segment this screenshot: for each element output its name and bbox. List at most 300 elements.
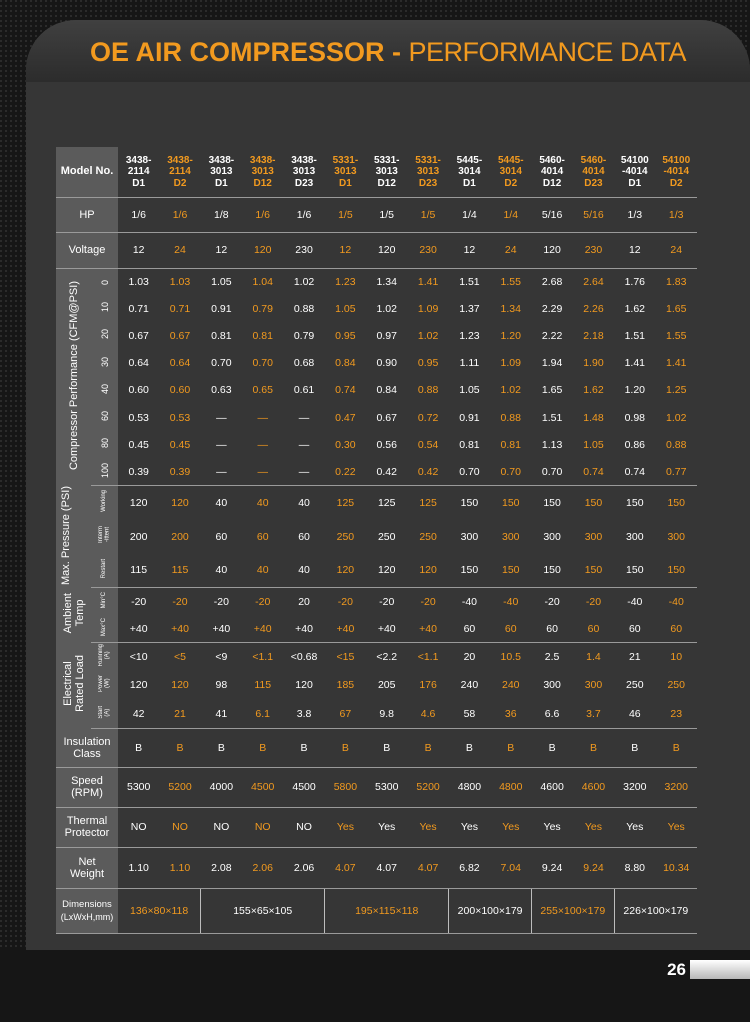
table-cell: 1.20	[624, 384, 646, 397]
table-cell: 3.7	[573, 700, 614, 729]
model-part: 5331-	[373, 154, 400, 166]
table-cell: 150	[543, 496, 561, 509]
table-cell: 300	[502, 530, 520, 543]
table-cell: 0.47	[335, 411, 356, 424]
table-cell: 115	[159, 554, 200, 588]
table-cell: 1.41	[624, 357, 646, 370]
table-cell: 24	[655, 232, 697, 268]
table-cell: 150	[502, 496, 520, 509]
table-cell: Yes	[573, 807, 614, 847]
table-cell: 0.84	[335, 357, 356, 370]
table-cell: -20	[337, 595, 353, 608]
table-cell: 115	[118, 554, 159, 588]
psi-label	[91, 458, 118, 485]
title-light: PERFORMANCE DATA	[408, 37, 687, 67]
table-cell: 9.24	[573, 847, 614, 888]
table-cell: 10	[670, 651, 683, 664]
table-cell: 0.45	[169, 438, 191, 451]
table-row	[56, 404, 697, 431]
table-cell: 36	[490, 700, 531, 729]
model-part: D1	[338, 177, 352, 189]
table-cell: 200	[171, 530, 189, 543]
table-cell: <15	[336, 651, 355, 664]
table-cell: 46	[614, 700, 655, 729]
table-cell: 0.97	[376, 329, 397, 342]
table-cell: 205	[377, 679, 396, 692]
table-cell: 2.18	[583, 329, 604, 342]
table-cell: 40	[298, 496, 310, 509]
model-part: 3438-	[249, 154, 276, 166]
table-cell: 1.04	[252, 275, 273, 288]
table-row	[56, 268, 697, 295]
table-cell: 1.83	[666, 275, 687, 288]
table-cell: 2.5	[544, 651, 560, 664]
model-part: 3013	[334, 166, 357, 177]
table-row	[56, 700, 697, 729]
sub-line: Start	[98, 705, 104, 719]
table-cell: 1.55	[666, 329, 687, 342]
table-cell: -20	[420, 595, 436, 608]
table-cell: 120	[242, 232, 283, 268]
table-cell: 0.74	[335, 384, 356, 397]
psi-label	[91, 404, 118, 431]
hp-label: HP	[56, 197, 118, 232]
ambient-sub-text: Max°C	[101, 617, 108, 637]
table-cell: 230	[407, 232, 448, 268]
table-cell: Yes	[449, 807, 490, 847]
table-cell: 1.02	[293, 275, 315, 288]
table-cell: 120	[407, 554, 448, 588]
table-cell: 9.8	[366, 700, 407, 729]
table-row	[56, 888, 697, 933]
table-cell: —	[216, 411, 227, 424]
table-cell: B	[573, 728, 614, 767]
model-number	[655, 147, 697, 197]
table-cell: 40	[256, 496, 269, 509]
table-cell: 0.56	[376, 438, 397, 451]
model-number	[201, 147, 242, 197]
model-number	[366, 147, 407, 197]
table-row	[56, 728, 697, 767]
psi-label	[91, 268, 118, 295]
ambient-sub-label	[91, 588, 118, 616]
model-part: D1	[214, 177, 228, 189]
table-cell: —	[298, 411, 310, 424]
table-cell: 0.81	[500, 438, 521, 451]
table-cell: 120	[295, 679, 313, 692]
table-cell: 1/6	[283, 197, 324, 232]
dimension-cell: 195×115×118	[325, 888, 449, 933]
table-cell: 115	[254, 679, 272, 692]
table-cell: 0.77	[655, 458, 697, 485]
table-cell: 2.08	[201, 847, 242, 888]
table-cell: 1.41	[666, 357, 687, 370]
table-cell: 125	[419, 496, 437, 509]
table-cell: 300	[543, 679, 561, 692]
table-cell: 1.05	[583, 438, 604, 451]
table-cell: 120	[171, 496, 189, 509]
model-number	[242, 147, 283, 197]
table-cell: 60	[298, 530, 310, 543]
table-cell: NO	[242, 807, 283, 847]
table-cell: +40	[201, 615, 242, 643]
table-cell: 1.76	[624, 275, 646, 288]
table-cell: 0.42	[407, 458, 448, 485]
electrical-sub-label	[91, 671, 118, 700]
psi-value: 20	[99, 329, 110, 340]
table-cell: 60	[256, 530, 269, 543]
table-cell: 1.09	[500, 357, 521, 370]
table-cell: 0.70	[211, 357, 232, 370]
model-part: 5445-	[456, 154, 483, 166]
table-cell: Yes	[614, 807, 655, 847]
table-cell: 4600	[573, 767, 614, 807]
model-part: 3014	[458, 166, 481, 177]
table-cell: +40	[118, 615, 159, 643]
table-cell: 300	[543, 530, 561, 543]
table-cell: 42	[118, 700, 159, 729]
table-row	[56, 847, 697, 888]
speed-label	[56, 767, 118, 807]
table-row	[56, 458, 697, 485]
electrical-sub-text	[98, 644, 111, 666]
table-cell: 2.06	[242, 847, 283, 888]
table-row	[56, 377, 697, 404]
model-part: 3438-	[125, 154, 152, 166]
table-cell: B	[614, 728, 655, 767]
table-cell: -20	[172, 595, 188, 608]
table-cell: 1.02	[417, 329, 439, 342]
table-cell: 12	[614, 232, 655, 268]
table-cell: —	[283, 458, 324, 485]
table-cell: 150	[531, 554, 572, 588]
table-row	[56, 431, 697, 458]
table-cell: +40	[283, 615, 324, 643]
table-cell: 5200	[159, 767, 200, 807]
table-cell: 1/4	[449, 197, 490, 232]
table-cell: +40	[242, 615, 283, 643]
model-part: D12	[542, 177, 562, 189]
psi-label	[91, 295, 118, 322]
table-cell: 41	[201, 700, 242, 729]
table-cell: 0.67	[376, 411, 397, 424]
table-cell: 250	[377, 530, 396, 543]
title-bold: OE AIR COMPRESSOR -	[89, 37, 401, 67]
table-cell: 1.51	[624, 329, 646, 342]
table-cell: 0.88	[500, 411, 521, 424]
table-cell: 2.26	[583, 302, 604, 315]
table-cell: 1/3	[655, 197, 697, 232]
model-part: D23	[418, 177, 438, 189]
table-cell: 1/3	[614, 197, 655, 232]
electrical-sub-text	[98, 675, 111, 692]
table-cell: 0.71	[128, 302, 149, 315]
thermal-label	[56, 807, 118, 847]
table-cell: 1/5	[325, 197, 366, 232]
model-part: D2	[504, 177, 518, 189]
table-cell: 2.29	[541, 302, 563, 315]
table-cell: 120	[129, 679, 148, 692]
table-cell: —	[242, 458, 283, 485]
table-cell: 1.65	[541, 384, 563, 397]
model-number	[407, 147, 448, 197]
table-cell: 120	[366, 232, 407, 268]
table-cell: 7.04	[490, 847, 531, 888]
model-number	[449, 147, 490, 197]
table-row	[56, 767, 697, 807]
table-cell: B	[449, 728, 490, 767]
table-cell: 5800	[325, 767, 366, 807]
table-cell: +40	[407, 615, 448, 643]
table-cell: 0.70	[531, 458, 572, 485]
psi-value: 60	[99, 411, 110, 422]
electrical-label-text	[62, 655, 86, 712]
table-cell: Yes	[366, 807, 407, 847]
model-number	[531, 147, 572, 197]
table-cell: <0.68	[290, 651, 318, 664]
table-cell: 1.48	[583, 411, 604, 424]
table-cell: 1.09	[417, 302, 439, 315]
label-line: Thermal	[66, 815, 108, 828]
label-line: Ambient	[61, 593, 74, 634]
table-cell: 120	[171, 679, 189, 692]
sub-line: Interm	[98, 526, 104, 544]
table-cell: 240	[460, 679, 479, 692]
table-cell: 1/6	[159, 197, 200, 232]
table-cell: 230	[283, 232, 324, 268]
table-cell: 1.55	[500, 275, 521, 288]
table-cell: 200	[129, 530, 148, 543]
table-cell: 0.64	[128, 357, 149, 370]
table-cell: 0.54	[417, 438, 439, 451]
table-cell: 0.86	[624, 438, 646, 451]
model-part: D1	[628, 177, 642, 189]
table-cell: 0.90	[376, 357, 397, 370]
table-cell: 6.6	[531, 700, 572, 729]
table-cell: 12	[118, 232, 159, 268]
table-cell: 1.25	[666, 384, 687, 397]
table-cell: 0.95	[417, 357, 439, 370]
table-cell: 60	[449, 615, 490, 643]
table-cell: 0.30	[335, 438, 356, 451]
table-cell: 5300	[118, 767, 159, 807]
model-part: 2114	[127, 166, 150, 177]
table-row	[56, 615, 697, 643]
table-cell: —	[298, 438, 310, 451]
table-row	[56, 643, 697, 672]
table-cell: 1/5	[407, 197, 448, 232]
table-cell: 1.02	[500, 384, 521, 397]
table-cell: 40	[215, 496, 228, 509]
table-cell: 5300	[366, 767, 407, 807]
model-number	[283, 147, 324, 197]
table-cell: 5/16	[573, 197, 614, 232]
cfm-label	[56, 268, 91, 486]
table-cell: 0.70	[490, 458, 531, 485]
model-part: D1	[132, 177, 146, 189]
table-cell: 0.88	[293, 302, 315, 315]
model-number	[573, 147, 614, 197]
ambient-label-text	[62, 593, 86, 633]
table-cell: 1.51	[459, 275, 480, 288]
table-cell: 150	[490, 554, 531, 588]
table-cell: —	[201, 458, 242, 485]
table-cell: 1.37	[459, 302, 480, 315]
table-cell: 20	[463, 651, 476, 664]
table-cell: Yes	[407, 807, 448, 847]
sub-line: Power	[98, 675, 104, 693]
table-cell: 4800	[449, 767, 490, 807]
electrical-sub-text	[98, 706, 111, 719]
table-cell: 10.5	[500, 651, 521, 664]
table-cell: 150	[449, 554, 490, 588]
table-cell: 1/4	[490, 197, 531, 232]
table-cell: 0.91	[211, 302, 232, 315]
table-cell: 300	[460, 530, 479, 543]
table-cell: 240	[502, 679, 520, 692]
model-part: 54100	[662, 154, 691, 166]
table-cell: 150	[667, 496, 685, 509]
table-cell: Yes	[325, 807, 366, 847]
table-cell: 120	[325, 554, 366, 588]
table-row	[56, 588, 697, 616]
table-row	[56, 232, 697, 268]
table-cell: 1/5	[366, 197, 407, 232]
model-number	[614, 147, 655, 197]
dimension-cell: 136×80×118	[118, 888, 201, 933]
pressure-sub-label	[91, 554, 118, 588]
table-cell: <9	[215, 651, 228, 664]
table-cell: 0.71	[169, 302, 191, 315]
table-cell: 1.51	[541, 411, 563, 424]
model-number	[159, 147, 200, 197]
ambient-sub-label	[91, 615, 118, 643]
table-cell: B	[407, 728, 448, 767]
psi-label	[91, 322, 118, 349]
pressure-label	[56, 486, 91, 588]
model-label: Model No.	[56, 147, 118, 197]
table-cell: 12	[325, 232, 366, 268]
table-cell: 0.39	[118, 458, 159, 485]
table-cell: 4500	[242, 767, 283, 807]
table-cell: 0.61	[293, 384, 315, 397]
model-part: 5460-	[539, 154, 565, 166]
table-cell: B	[531, 728, 572, 767]
page-title	[26, 34, 750, 70]
model-part: -4014	[663, 166, 690, 177]
table-cell: 0.64	[169, 357, 191, 370]
table-cell: 60	[573, 615, 614, 643]
table-cell: 4500	[283, 767, 324, 807]
table-cell: 0.60	[128, 384, 149, 397]
table-cell: 0.74	[573, 458, 614, 485]
table-cell: 0.81	[252, 329, 273, 342]
table-cell: <1.1	[417, 651, 439, 664]
table-row	[56, 671, 697, 700]
table-cell: -40	[461, 595, 478, 608]
model-part: 3013	[416, 166, 440, 177]
sub-line: (A)	[104, 651, 111, 660]
table-cell: 0.79	[252, 302, 273, 315]
electrical-sub-label	[91, 643, 118, 672]
pressure-sub-text: Working	[101, 490, 108, 513]
table-cell: 150	[614, 554, 655, 588]
table-cell: <2.2	[376, 651, 398, 664]
table-cell: 0.53	[128, 411, 149, 424]
model-part: 3013	[210, 166, 233, 177]
table-cell: 6.82	[449, 847, 490, 888]
table-cell: 1.62	[583, 384, 604, 397]
label-line: Temp	[73, 600, 86, 627]
table-row	[56, 554, 697, 588]
table-cell: 0.81	[459, 438, 480, 451]
table-cell: 40	[283, 554, 324, 588]
table-cell: 1.10	[159, 847, 200, 888]
table-cell: 300	[626, 530, 644, 543]
table-cell: 150	[655, 554, 697, 588]
table-cell: 60	[655, 615, 697, 643]
model-part: D23	[294, 177, 314, 189]
table-cell: NO	[118, 807, 159, 847]
electrical-sub-label	[91, 700, 118, 729]
model-part: 5445-	[497, 154, 524, 166]
electrical-label	[56, 643, 91, 729]
model-part: D2	[669, 177, 683, 189]
page-footer	[0, 950, 750, 1022]
table-cell: 1/6	[242, 197, 283, 232]
table-cell: 0.53	[169, 411, 191, 424]
table-cell: 4.6	[407, 700, 448, 729]
table-cell: 150	[626, 496, 644, 509]
table-cell: 1.03	[169, 275, 191, 288]
table-row	[56, 520, 697, 554]
pressure-sub-label	[91, 520, 118, 554]
pressure-sub-label	[91, 486, 118, 520]
model-part: 3438-	[167, 154, 193, 166]
table-row	[56, 295, 697, 322]
cfm-label-text: Compressor Performance (CFM@PSI)	[67, 280, 80, 471]
sub-line: -ittent	[104, 527, 111, 543]
table-cell: <10	[129, 651, 148, 664]
table-cell: 4600	[531, 767, 572, 807]
dimension-cell: 226×100×179	[614, 888, 697, 933]
table-cell: 1.10	[118, 847, 159, 888]
table-cell: 1.05	[211, 275, 232, 288]
table-cell: 230	[573, 232, 614, 268]
table-cell: 185	[336, 679, 355, 692]
table-cell: 0.84	[376, 384, 397, 397]
table-cell: 300	[584, 530, 603, 543]
table-cell: <1.1	[252, 651, 274, 664]
table-cell: +40	[366, 615, 407, 643]
table-cell: <5	[174, 651, 186, 664]
table-cell: 250	[626, 679, 644, 692]
model-part: 54100	[620, 154, 649, 166]
table-cell: -20	[379, 595, 395, 608]
table-cell: +40	[325, 615, 366, 643]
table-cell: 5200	[407, 767, 448, 807]
table-cell: 120	[366, 554, 407, 588]
model-part: 2114	[169, 166, 191, 177]
model-part: D12	[253, 177, 272, 189]
table-cell: -40	[503, 595, 519, 608]
label-line: Protector	[64, 827, 110, 840]
psi-value: 40	[99, 383, 110, 394]
table-cell: 1.23	[459, 329, 480, 342]
table-cell: -40	[668, 595, 684, 608]
table-cell: 1.03	[128, 275, 149, 288]
model-part: 4014	[540, 166, 564, 177]
